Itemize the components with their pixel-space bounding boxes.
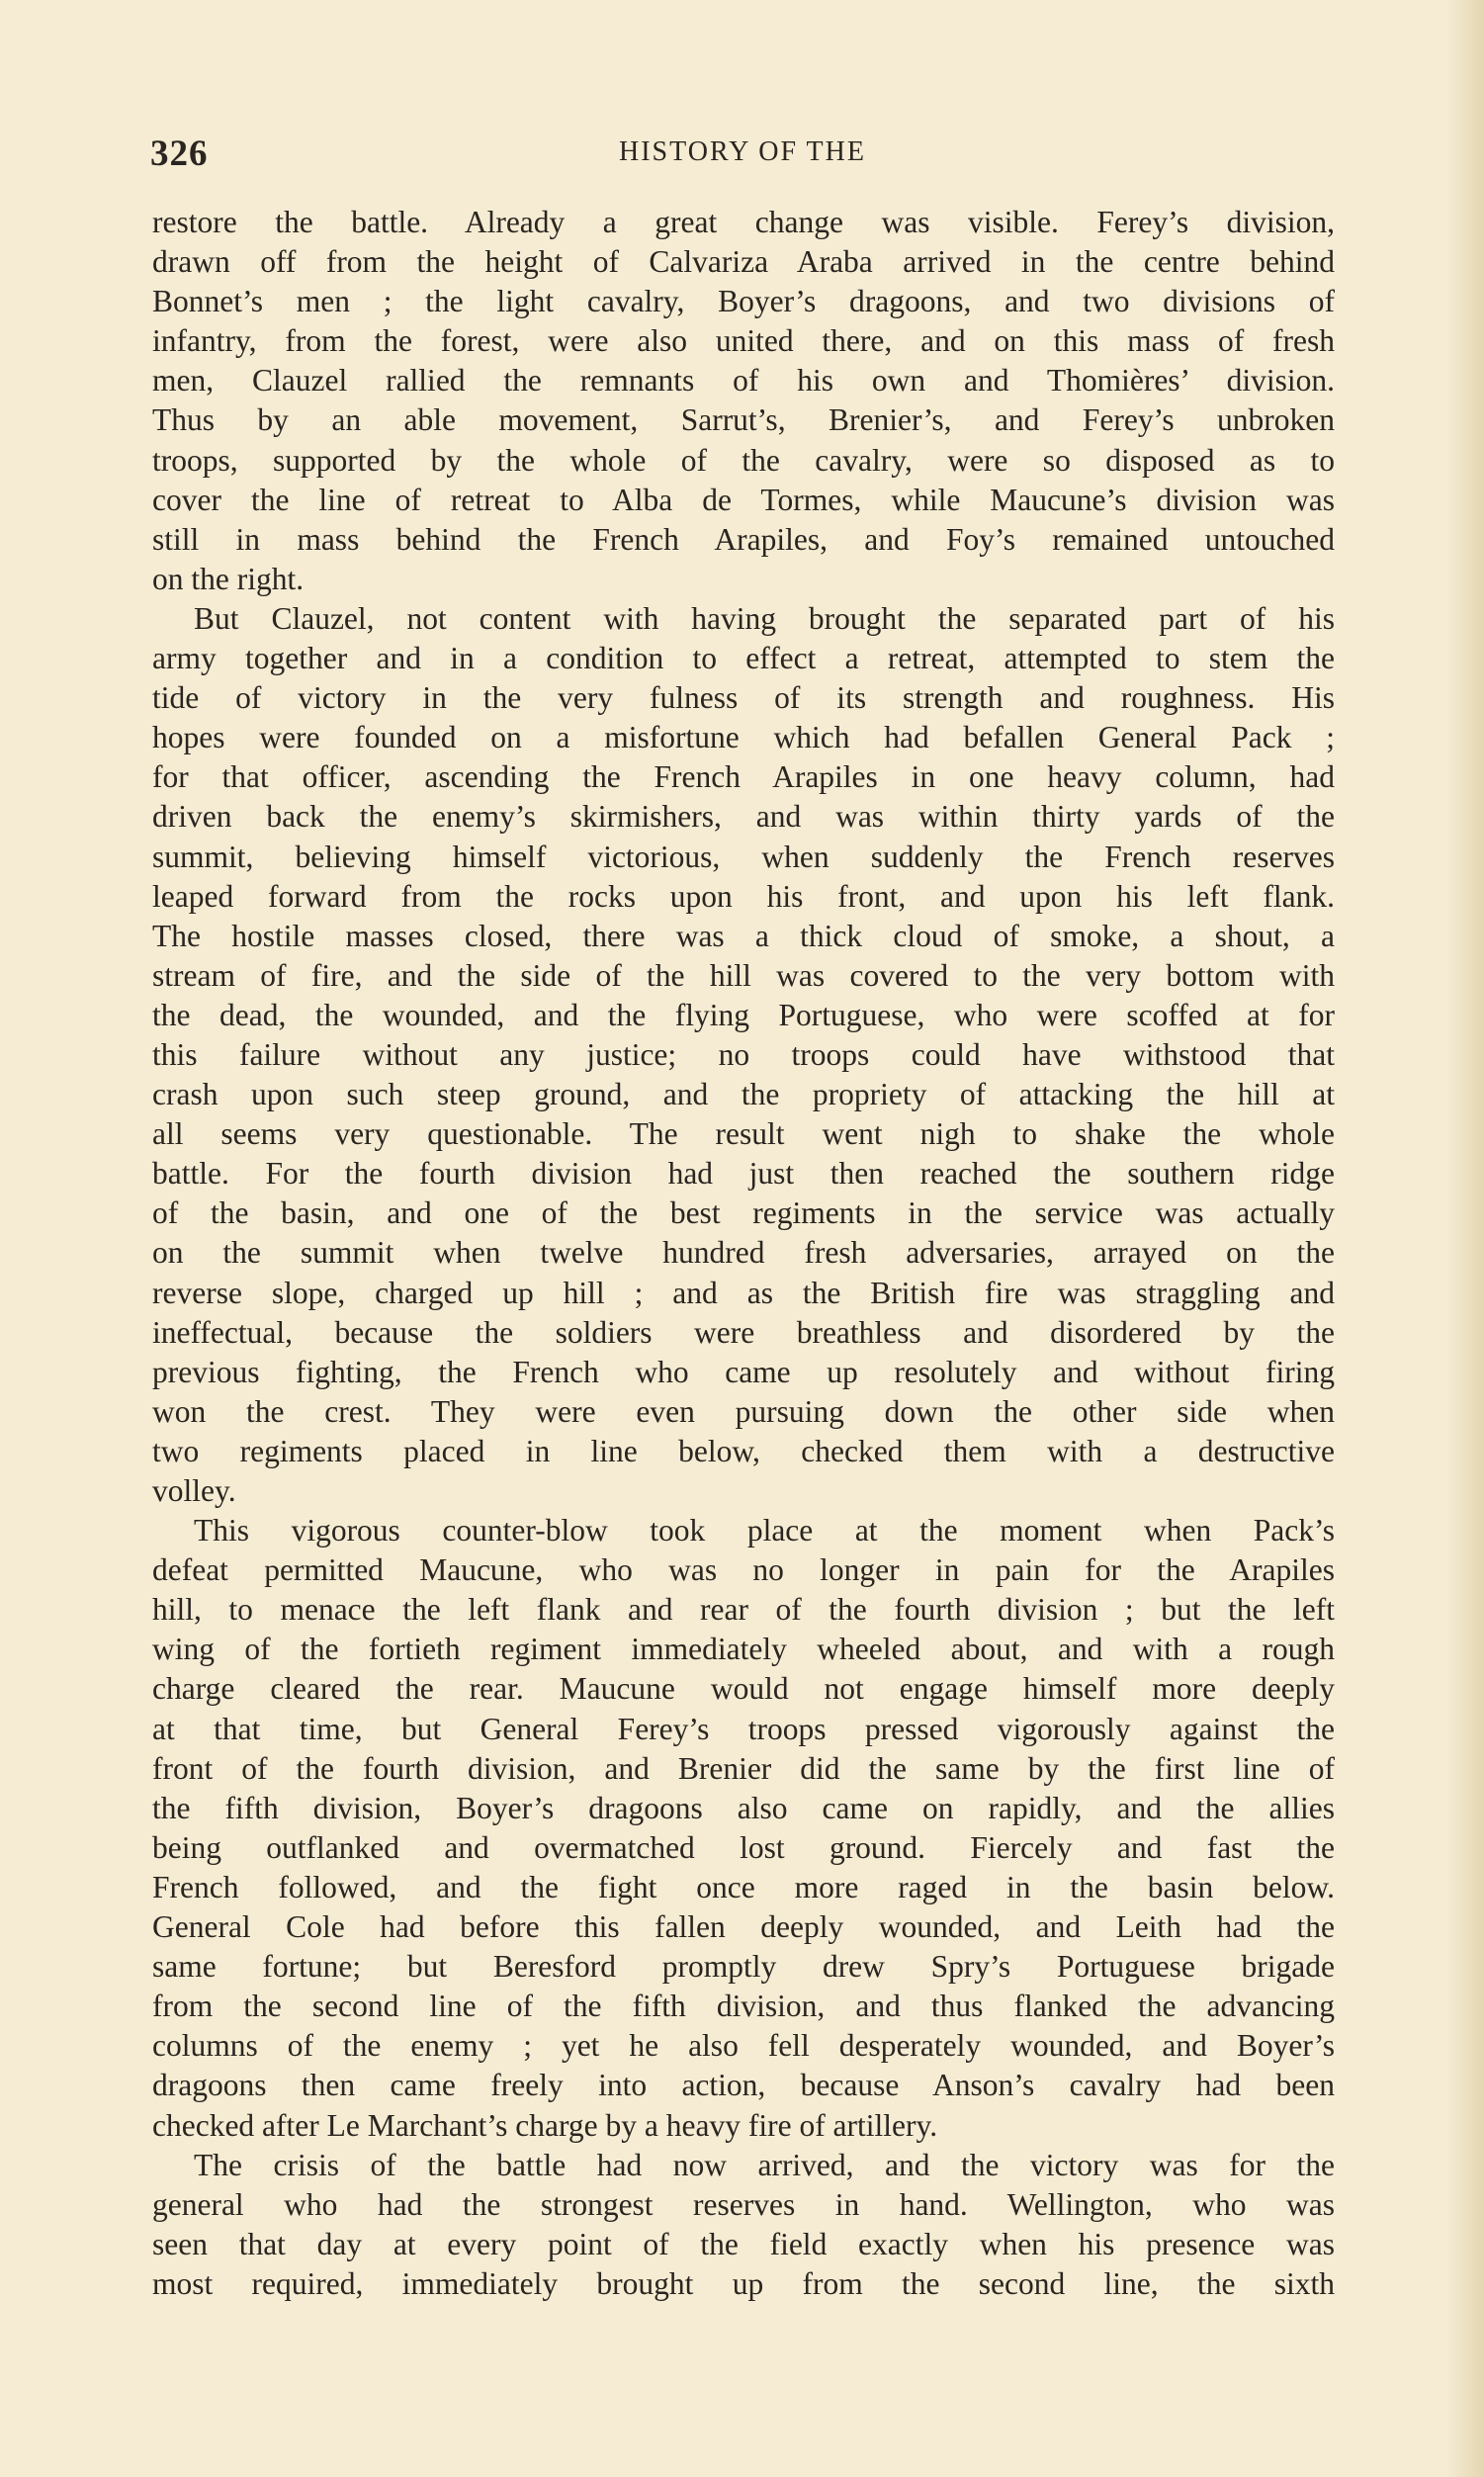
text-line: from the second line of the fifth division, and thus flanked the advancing	[152, 1989, 1335, 2024]
text-line: French followed, and the fight once more raged in the basin below.	[152, 1869, 1335, 1904]
text-line: ineffectual, because the soldiers were breathless and disordered by the	[152, 1314, 1335, 1350]
text-line: restore the battle. Already a great change was visible. Ferey’s division,	[152, 205, 1335, 239]
text-line: volley.	[152, 1473, 236, 1508]
text-line: stream of fire, and the side of the hill was covered to the very bottom with	[152, 957, 1335, 993]
text-line: summit, believing himself victorious, when suddenly the French reserves	[152, 839, 1335, 874]
page-edge-shadow	[1446, 0, 1484, 2477]
text-line: hopes were founded on a misfortune which had befallen General Pack ;	[152, 720, 1335, 755]
text-line: Bonnet’s men ; the light cavalry, Boyer’s dragoons, and two divisions of	[152, 284, 1335, 319]
text-line: checked after Le Marchant’s charge by a heavy fire of artillery.	[152, 2107, 938, 2143]
text-line: the fifth division, Boyer’s dragoons also came on rapidly, and the allies	[152, 1790, 1335, 1825]
text-line: infantry, from the forest, were also united there, and on this mass of fresh	[152, 323, 1335, 359]
text-line: previous fighting, the French who came up resolutely and without firing	[152, 1354, 1335, 1389]
text-line: the dead, the wounded, and the flying Portuguese, who were scoffed at for	[152, 997, 1335, 1032]
text-line: front of the fourth division, and Brenier did the same by the first line of	[152, 1750, 1335, 1786]
text-line: cover the line of retreat to Alba de Tormes, while Maucune’s division was	[152, 482, 1335, 517]
text-line: But Clauzel, not content with having brought the separated part of his	[194, 600, 1335, 636]
text-line: defeat permitted Maucune, who was no longer in pain for the Arapiles	[152, 1552, 1335, 1588]
text-line: General Cole had before this fallen deeply wounded, and Leith had the	[152, 1909, 1335, 1945]
text-line: on the summit when twelve hundred fresh adversaries, arrayed on the	[152, 1235, 1335, 1271]
text-line: still in mass behind the French Arapiles, and Foy’s remained untouched	[152, 521, 1335, 557]
body-text	[152, 203, 1335, 2304]
text-line: This vigorous counter-blow took place at the moment when Pack’s	[194, 1513, 1335, 1548]
page-number: 326	[150, 133, 209, 174]
text-line: two regiments placed in line below, checked them with a destructive	[152, 1433, 1335, 1468]
running-head	[150, 127, 1335, 186]
text-line: army together and in a condition to effect a retreat, attempted to stem the	[152, 641, 1335, 676]
text-line: tide of victory in the very fulness of its strength and roughness. His	[152, 680, 1335, 716]
text-line: Thus by an able movement, Sarrut’s, Brenier’s, and Ferey’s unbroken	[152, 402, 1335, 438]
text-line: this failure without any justice; no troops could have withstood that	[152, 1036, 1335, 1072]
text-line: drawn off from the height of Calvariza Araba arrived in the centre behind	[152, 244, 1335, 280]
text-line: men, Clauzel rallied the remnants of his own and Thomières’ division.	[152, 363, 1335, 398]
text-line: won the crest. They were even pursuing down the other side when	[152, 1393, 1335, 1429]
text-line: driven back the enemy’s skirmishers, and was within thirty yards of the	[152, 799, 1335, 835]
text-line: for that officer, ascending the French Arapiles in one heavy column, had	[152, 759, 1335, 795]
text-line: troops, supported by the whole of the cavalry, were so disposed as to	[152, 442, 1335, 478]
text-line: hill, to menace the left flank and rear of the fourth division ; but the left	[152, 1592, 1335, 1628]
text-line: leaped forward from the rocks upon his front, and upon his left flank.	[152, 878, 1335, 914]
text-line: of the basin, and one of the best regiments in the service was actually	[152, 1195, 1335, 1231]
text-line: general who had the strongest reserves in hand. Wellington, who was	[152, 2186, 1335, 2222]
text-line: all seems very questionable. The result went nigh to shake the whole	[152, 1116, 1335, 1152]
text-line: being outflanked and overmatched lost ground. Fiercely and fast the	[152, 1829, 1335, 1865]
text-line: The hostile masses closed, there was a thick cloud of smoke, a shout, a	[152, 918, 1335, 953]
text-line: reverse slope, charged up hill ; and as the British fire was straggling and	[152, 1275, 1335, 1310]
text-line: most required, immediately brought up from the second line, the sixth	[152, 2265, 1335, 2301]
text-line: same fortune; but Beresford promptly drew Spry’s Portuguese brigade	[152, 1949, 1335, 1985]
text-line: battle. For the fourth division had just then reached the southern ridge	[152, 1156, 1335, 1192]
text-line: dragoons then came freely into action, because Anson’s cavalry had been	[152, 2068, 1335, 2103]
text-line: seen that day at every point of the field exactly when his presence was	[152, 2226, 1335, 2261]
running-title: HISTORY OF THE	[619, 136, 866, 167]
text-line: at that time, but General Ferey’s troops pressed vigorously against the	[152, 1711, 1335, 1746]
text-line: charge cleared the rear. Maucune would not engage himself more deeply	[152, 1671, 1335, 1707]
text-line: on the right.	[152, 561, 305, 596]
text-line: crash upon such steep ground, and the propriety of attacking the hill at	[152, 1077, 1335, 1112]
text-line: The crisis of the battle had now arrived, and the victory was for the	[194, 2147, 1335, 2182]
text-line: columns of the enemy ; yet he also fell desperately wounded, and Boyer’s	[152, 2028, 1335, 2064]
text-line: wing of the fortieth regiment immediately wheeled about, and with a rough	[152, 1632, 1335, 1667]
